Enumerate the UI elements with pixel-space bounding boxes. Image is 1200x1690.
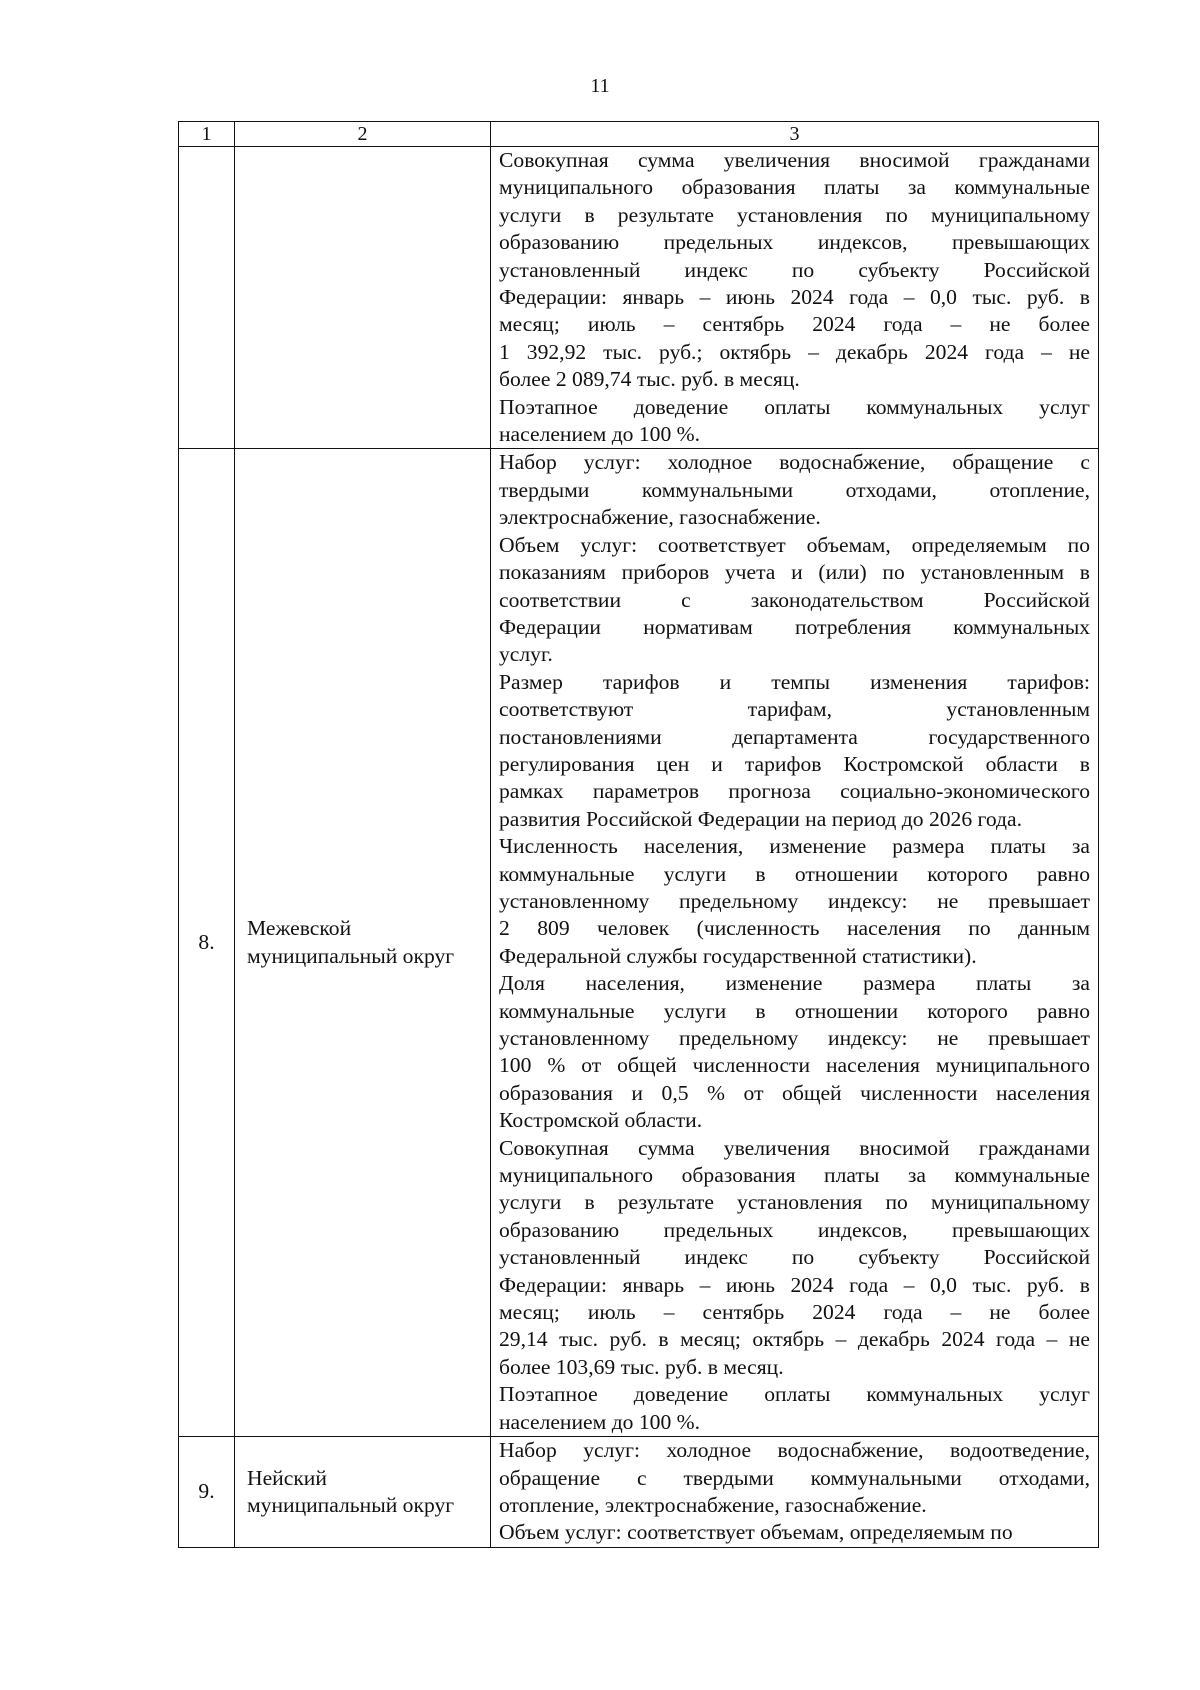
text-line: образованию предельных индексов, превышающих xyxy=(499,230,1090,255)
paragraph xyxy=(499,147,1090,394)
paragraph xyxy=(499,833,1090,970)
row-8-paragraphs xyxy=(499,449,1090,1436)
text-line: 2 809 человек (численность населения по данным xyxy=(499,916,1090,941)
text-line: развития Российской Федерации на период до 2026 года. xyxy=(499,806,1023,831)
row-text-9 xyxy=(491,1437,1099,1548)
row-number-8: 8. xyxy=(179,449,235,1437)
municipality-name-line: Межевской xyxy=(247,916,352,941)
text-line: населением до 100 %. xyxy=(499,1409,701,1434)
row-name-cell xyxy=(235,147,491,449)
text-line: Набор услуг: холодное водоснабжение, водоотведение, xyxy=(499,1438,1090,1463)
page-number: 11 xyxy=(590,75,610,97)
row-text-cell xyxy=(491,147,1099,449)
text-line: Федерации нормативам потребления коммунальных xyxy=(499,614,1090,639)
paragraph xyxy=(499,970,1090,1134)
text-line: 100 % от общей численности населения муниципального xyxy=(499,1053,1090,1078)
text-line: Костромской области. xyxy=(499,1108,703,1133)
text-line: Численность населения, изменение размера платы за xyxy=(499,834,1090,859)
text-line: Набор услуг: холодное водоснабжение, обращение с xyxy=(499,450,1090,475)
municipality-name-line: муниципальный округ xyxy=(247,943,455,968)
text-line: Федеральной службы государственной статистики). xyxy=(499,943,977,968)
text-line: твердыми коммунальными отходами, отопление, xyxy=(499,477,1090,502)
text-line: услуг. xyxy=(499,642,553,667)
text-line: Федерации: январь – июнь 2024 года – 0,0 тыс. руб. в xyxy=(499,1272,1090,1297)
text-line: установленному предельному индексу: не превышает xyxy=(499,1026,1090,1050)
continuation-paragraphs xyxy=(499,147,1090,448)
text-line: муниципального образования платы за коммунальные xyxy=(499,175,1090,200)
text-line: установленный индекс по субъекту Российской xyxy=(499,257,1090,282)
table-row-continuation xyxy=(179,147,1099,449)
paragraph xyxy=(499,1437,1090,1519)
text-line: постановлениями департамента государственного xyxy=(499,724,1090,749)
table-header-row xyxy=(179,122,1099,147)
text-line: Федерации: январь – июнь 2024 года – 0,0 тыс. руб. в xyxy=(499,285,1090,310)
row-name-8 xyxy=(235,449,491,1437)
text-line: соответствии с законодательством Российской xyxy=(499,587,1090,612)
text-line: месяц; июль – сентябрь 2024 года – не более xyxy=(499,312,1090,337)
municipality-name-line: Нейский xyxy=(247,1465,327,1490)
header-cell-3: 3 xyxy=(491,122,1099,147)
paragraph xyxy=(499,449,1090,531)
text-line: показаниям приборов учета и (или) по установленным в xyxy=(499,560,1090,585)
text-line: коммунальные услуги в отношении которого равно xyxy=(499,861,1090,886)
text-line: образованию предельных индексов, превышающих xyxy=(499,1217,1090,1242)
paragraph xyxy=(499,532,1090,669)
text-line: установленному предельному индексу: не превышает xyxy=(499,888,1090,913)
text-line: муниципального образования платы за коммунальные xyxy=(499,1163,1090,1188)
table-row-9 xyxy=(179,1437,1099,1548)
text-line: более 2 089,74 тыс. руб. в месяц. xyxy=(499,367,800,392)
text-line: месяц; июль – сентябрь 2024 года – не более xyxy=(499,1300,1090,1325)
text-line: услуги в результате установления по муниципальному xyxy=(499,1190,1090,1215)
text-line: Поэтапное доведение оплаты коммунальных услуг xyxy=(499,1382,1090,1407)
header-cell-1: 1 xyxy=(179,122,235,147)
text-line: образования и 0,5 % от общей численности населения xyxy=(499,1080,1090,1105)
header-cell-2: 2 xyxy=(235,122,491,147)
text-line: 1 392,92 тыс. руб.; октябрь – декабрь 2024 года – не xyxy=(499,339,1090,364)
text-line: регулирования цен и тарифов Костромской области в xyxy=(499,751,1090,776)
paragraph xyxy=(499,394,1090,449)
text-line: Объем услуг: соответствует объемам, определяемым по xyxy=(499,1520,1013,1545)
text-line: Поэтапное доведение оплаты коммунальных услуг xyxy=(499,394,1090,419)
row-name-9 xyxy=(235,1437,491,1548)
text-line: Доля населения, изменение размера платы за xyxy=(499,971,1090,996)
text-line: отопление, электроснабжение, газоснабжение. xyxy=(499,1492,927,1517)
paragraph xyxy=(499,1519,1090,1546)
paragraph xyxy=(499,1135,1090,1382)
text-line: обращение с твердыми коммунальными отходами, xyxy=(499,1465,1090,1490)
text-line: населением до 100 %. xyxy=(499,422,701,447)
text-line: соответствуют тарифам, установленным xyxy=(499,697,1090,722)
row-text-8 xyxy=(491,449,1099,1437)
text-line: Совокупная сумма увеличения вносимой гражданами xyxy=(499,148,1090,172)
text-line: Размер тарифов и темпы изменения тарифов: xyxy=(499,669,1090,694)
text-line: электроснабжение, газоснабжение. xyxy=(499,505,821,530)
text-line: Объем услуг: соответствует объемам, определяемым по xyxy=(499,532,1090,557)
text-line: 29,14 тыс. руб. в месяц; октябрь – декабрь 2024 года – не xyxy=(499,1327,1090,1352)
document-table xyxy=(178,121,1099,1548)
paragraph xyxy=(499,1381,1090,1436)
text-line: рамках параметров прогноза социально-экономического xyxy=(499,779,1090,804)
row-9-paragraphs xyxy=(499,1437,1090,1547)
row-number-cell xyxy=(179,147,235,449)
text-line: услуги в результате установления по муниципальному xyxy=(499,202,1090,227)
text-line: установленный индекс по субъекту Российской xyxy=(499,1245,1090,1270)
table-row-8 xyxy=(179,449,1099,1437)
text-line: более 103,69 тыс. руб. в месяц. xyxy=(499,1354,784,1379)
municipality-name-line: муниципальный округ xyxy=(247,1492,455,1517)
row-number-9: 9. xyxy=(179,1437,235,1548)
paragraph xyxy=(499,669,1090,833)
text-line: Совокупная сумма увеличения вносимой гражданами xyxy=(499,1135,1090,1160)
text-line: коммунальные услуги в отношении которого равно xyxy=(499,998,1090,1023)
